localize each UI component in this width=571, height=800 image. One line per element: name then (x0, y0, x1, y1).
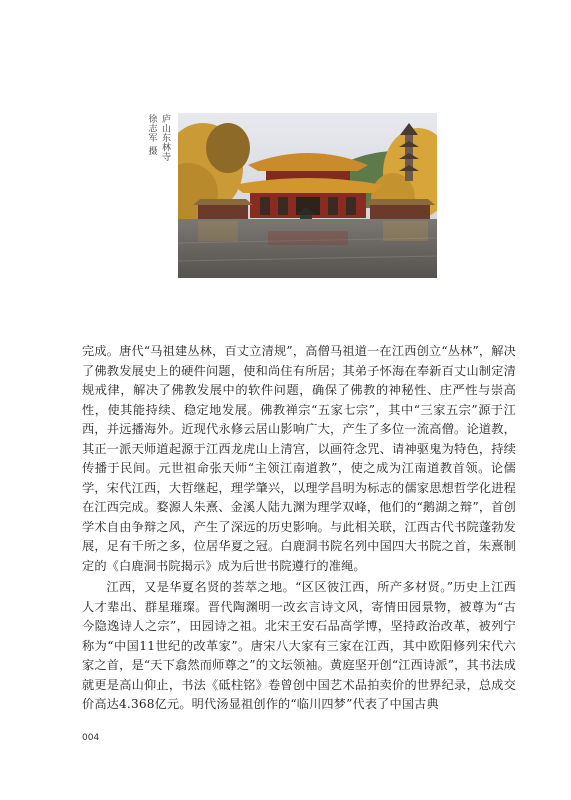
temple-photo-illustration (178, 113, 437, 278)
caption-credit: 徐志军 摄 (146, 114, 157, 156)
body-text (82, 342, 516, 715)
temple-photo (178, 113, 437, 278)
photo-caption (146, 114, 170, 162)
page-number: 004 (82, 733, 100, 743)
paragraph-2: 江西，又是华夏名贤的荟萃之地。“区区彼江西，所产多材贤。”历史上江西人才辈出、群星璀璨。晋代陶渊明一改玄言诗文风，寄情田园景物，被尊为“古今隐逸诗人之宗”，田园诗之祖。北宋王安石品高学博，坚持政治改革，被列宁称为“中国11世纪的改革家”。唐宋八大家有三家在江西，其中欧阳修列宋代六家之首，是“天下翕然而师尊之”的文坛领袖。黄庭坚开创“江西诗派”，其书法成就更是高山仰止，书法《砥柱铭》卷曾创中国艺术品拍卖价的世界纪录，总成交价高达4.368亿元。明代汤显祖创作的“临川四梦”代表了中国古典 (82, 580, 516, 711)
paragraph-1: 完成。唐代“马祖建丛林，百丈立清规”，高僧马祖道一在江西创立“丛林”，解决了佛教发展史上的硬件问题，使和尚住有所居；其弟子怀海在奉新百丈山制定清规戒律，解决了佛教发展中的软件问题，确保了佛教的神秘性、庄严性与崇高性，使其能持续、稳定地发展。佛教禅宗“五家七宗”，其中“三家五宗”源于江西，并远播海外。近现代永修云居山影响广大，产生了多位一流高僧。论道教，其正一派天师道起源于江西龙虎山上清宫，以画符念咒、请神驱鬼为特色，持续传播于民间。元世祖命张天师“主领江南道教”，使之成为江南道教首领。论儒学，宋代江西，大哲继起，理学肇兴，以理学昌明为标志的儒家思想哲学化进程在江西完成。婺源人朱熹、金溪人陆九渊为理学双峰，他们的“鹅湖之辩”，首创学术自由争辩之风，产生了深远的历史影响。与此相关联，江西古代书院蓬勃发展，足有千所之多，位居华夏之冠。白鹿洞书院名列中国四大书院之首，朱熹制定的《白鹿洞书院揭示》成为后世书院遵行的准绳。 (82, 344, 516, 573)
caption-title: 庐山东林寺 (160, 114, 170, 162)
